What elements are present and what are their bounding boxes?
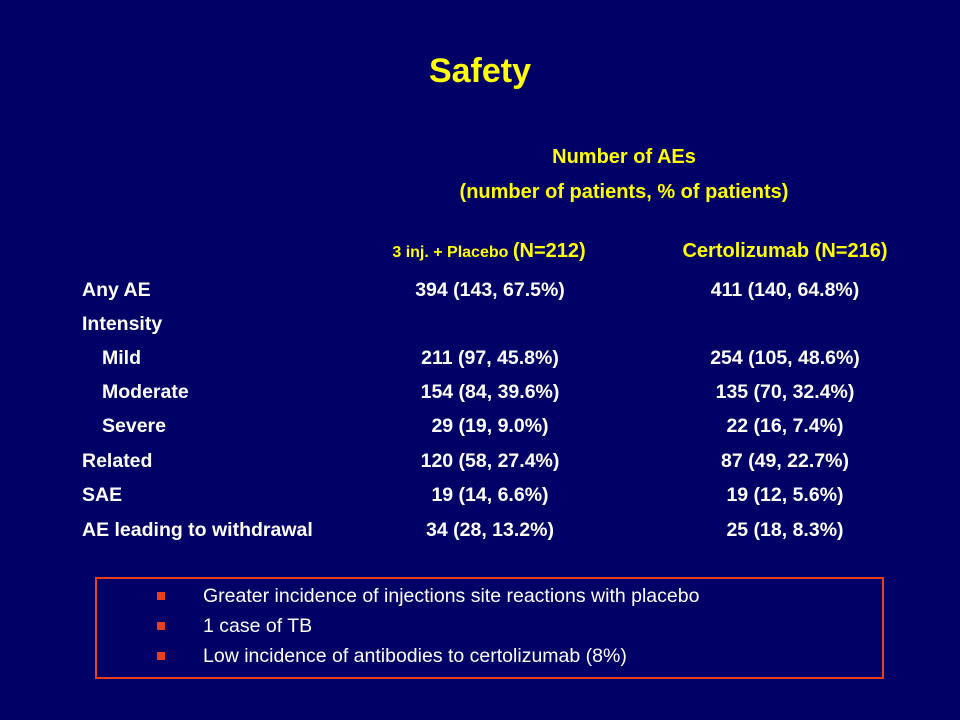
placebo-value: 19 (14, 6.6%): [431, 484, 549, 506]
placebo-value: 394 (143, 67.5%): [415, 279, 565, 301]
placebo-value: 211 (97, 45.8%): [421, 347, 559, 369]
list-item: [97, 645, 877, 675]
row-label: Moderate: [102, 381, 189, 403]
placebo-value: 29 (19, 9.0%): [431, 415, 549, 437]
row-label: AE leading to withdrawal: [82, 519, 313, 541]
bullet-square-icon: [157, 622, 165, 630]
certolizumab-value: 22 (16, 7.4%): [726, 415, 844, 437]
table-row: [0, 381, 960, 415]
column-header-certolizumab: Certolizumab (N=216): [682, 240, 888, 262]
certolizumab-value: 25 (18, 8.3%): [726, 519, 844, 541]
list-item: [97, 615, 877, 645]
bullet-square-icon: [157, 592, 165, 600]
column-header-placebo-n: (N=212): [512, 240, 586, 262]
certolizumab-value: 19 (12, 5.6%): [726, 484, 844, 506]
note-text: Greater incidence of injections site reactions with placebo: [203, 585, 700, 607]
placebo-value: 154 (84, 39.6%): [420, 381, 560, 403]
table-header-line-2: (number of patients, % of patients): [459, 181, 789, 203]
row-label: SAE: [82, 484, 123, 506]
table-row: [0, 279, 960, 313]
certolizumab-value: 135 (70, 32.4%): [715, 381, 855, 403]
table-row: [0, 415, 960, 449]
certolizumab-value: 87 (49, 22.7%): [721, 450, 849, 472]
table-header-line-1: Number of AEs: [552, 146, 696, 168]
row-label: Intensity: [82, 313, 163, 335]
table-row: [0, 347, 960, 381]
list-item: [97, 585, 877, 615]
row-label: Any AE: [82, 279, 151, 301]
note-text: 1 case of TB: [203, 615, 313, 637]
table-row: [0, 519, 960, 553]
notes-box: [95, 577, 884, 679]
certolizumab-value: 254 (105, 48.6%): [710, 347, 860, 369]
placebo-value: 120 (58, 27.4%): [420, 450, 560, 472]
column-header-placebo: [362, 240, 616, 263]
row-label: Severe: [102, 415, 166, 437]
column-header-placebo-prefix: 3 inj. + Placebo: [392, 244, 513, 261]
bullet-square-icon: [157, 652, 165, 660]
table-row: [0, 450, 960, 484]
slide-title: Safety: [428, 52, 532, 90]
placebo-value: 34 (28, 13.2%): [426, 519, 554, 541]
table-row: [0, 313, 960, 347]
table-row: [0, 484, 960, 518]
row-label: Mild: [102, 347, 141, 369]
row-label: Related: [82, 450, 153, 472]
certolizumab-value: 411 (140, 64.8%): [710, 279, 860, 301]
note-text: Low incidence of antibodies to certolizumab (8%): [203, 645, 627, 667]
